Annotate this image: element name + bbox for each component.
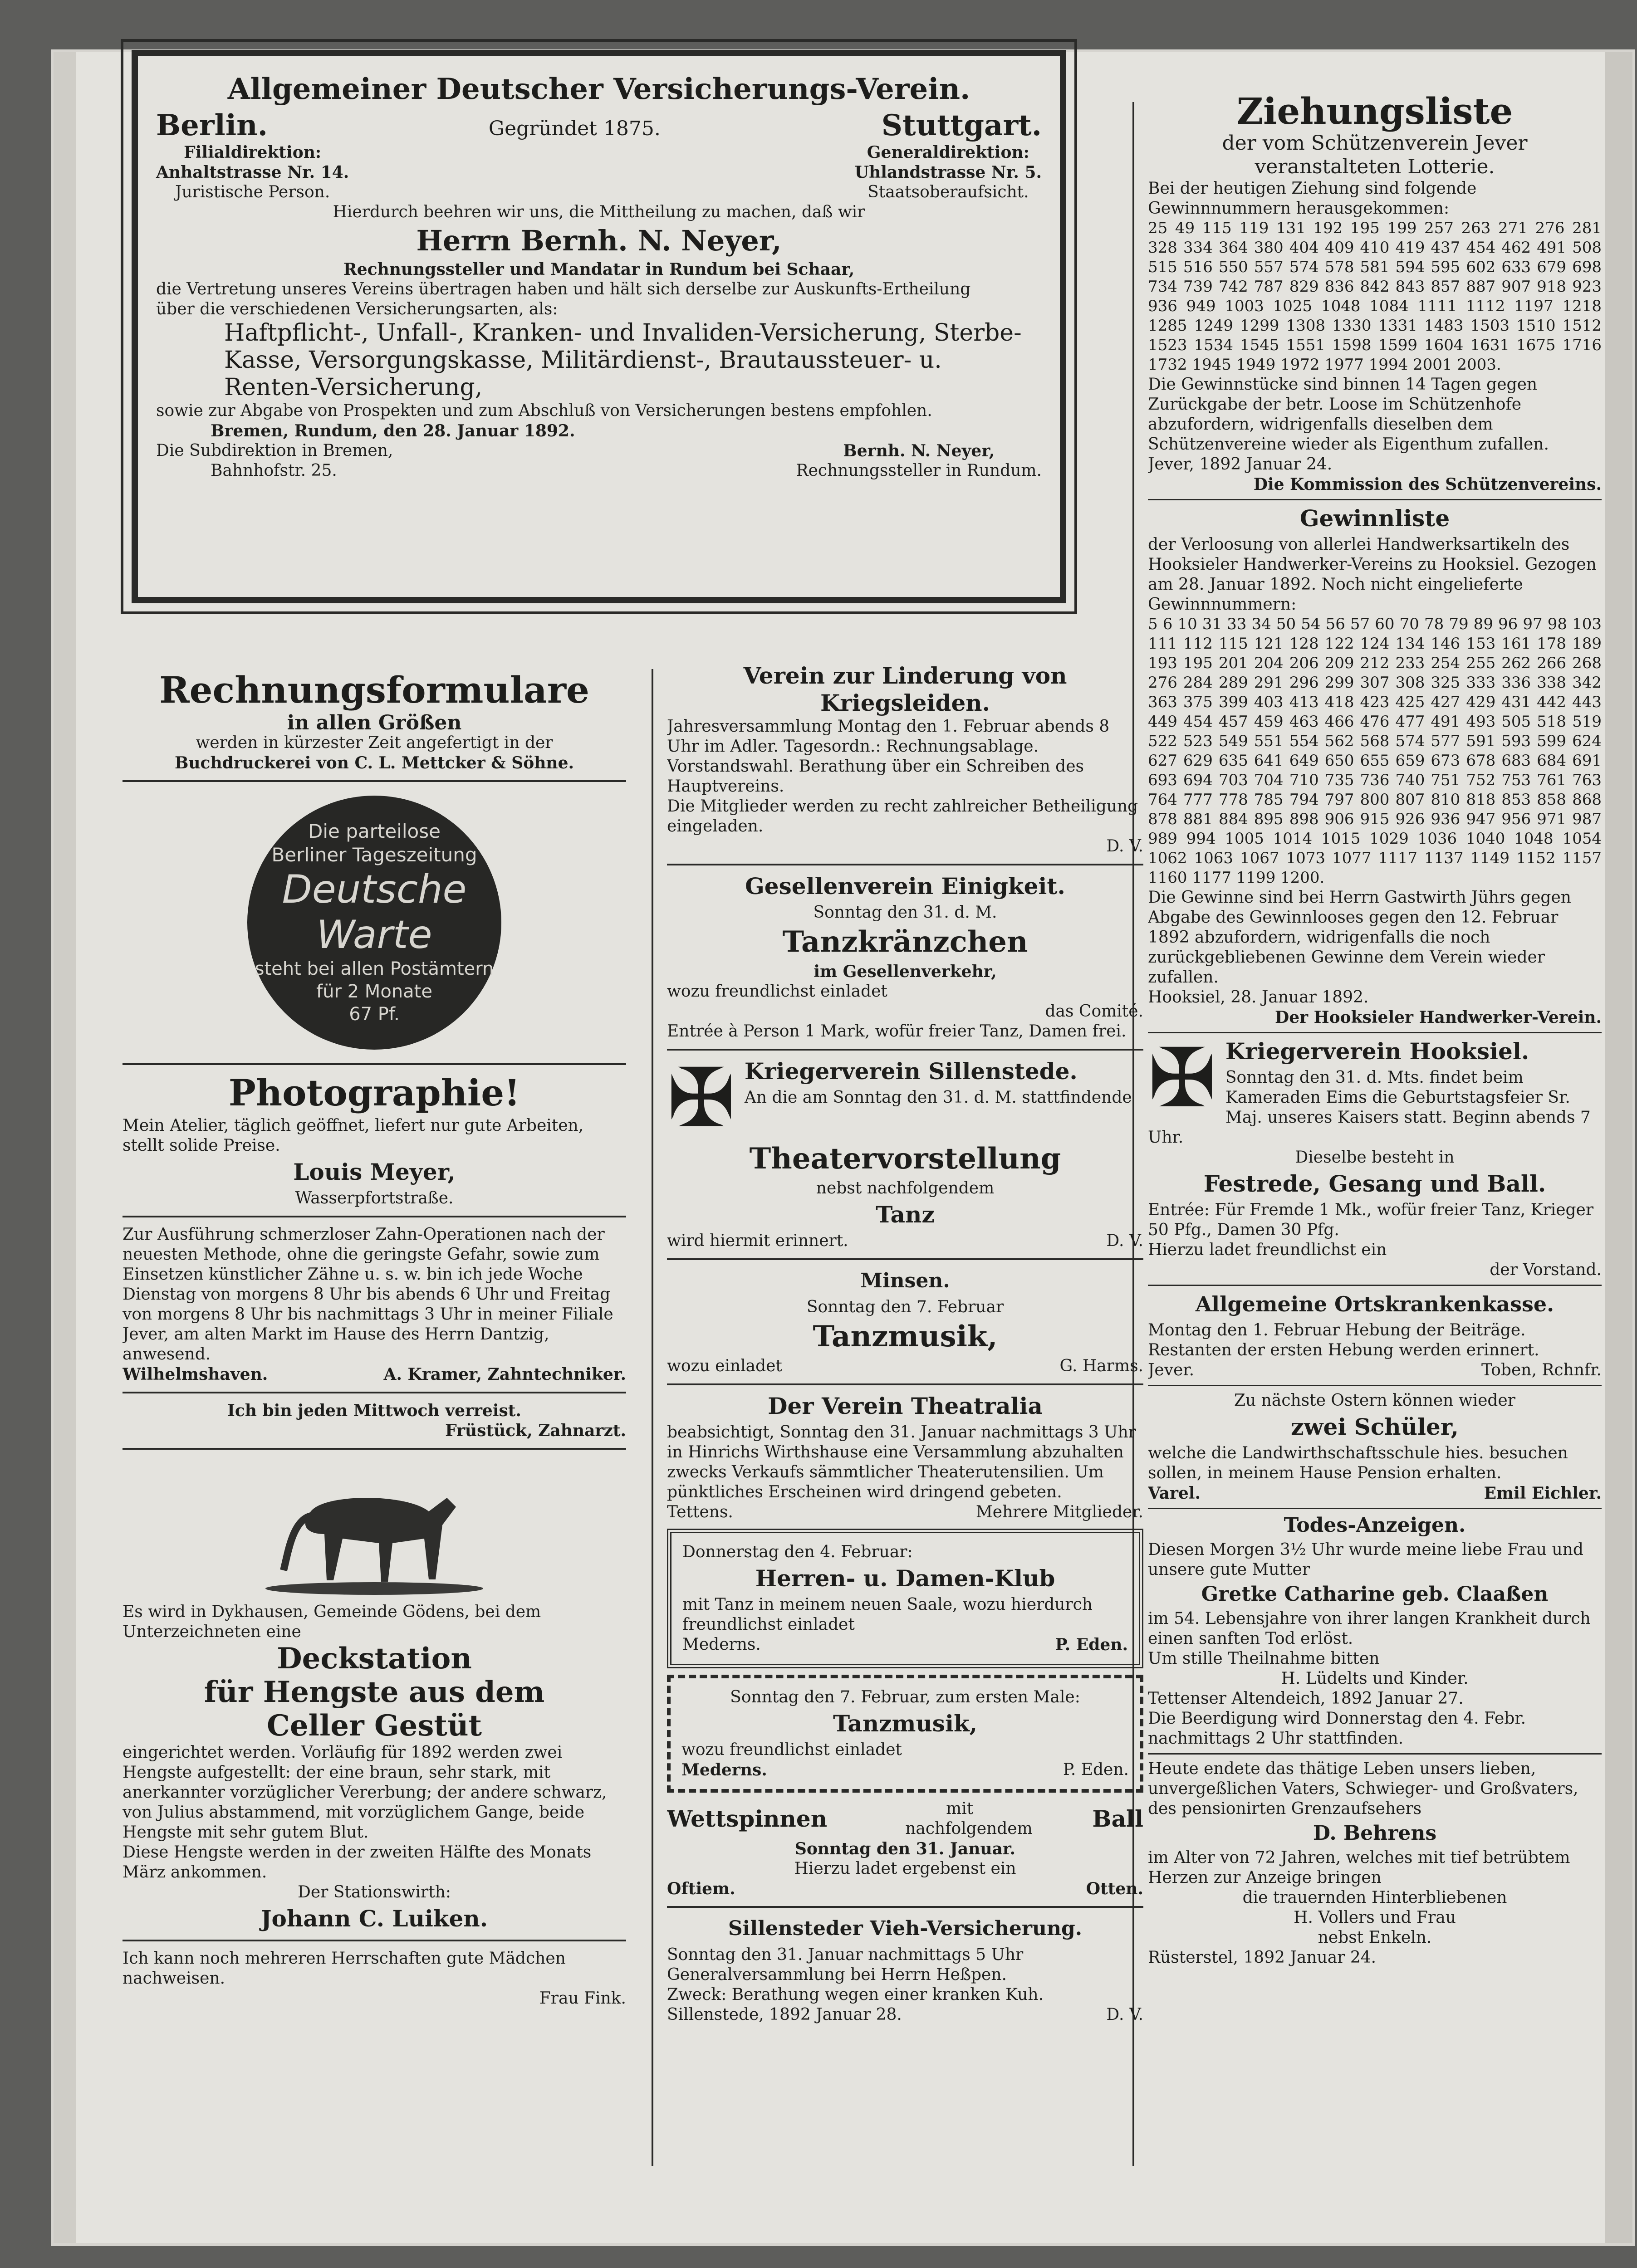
tm-sign: P. Eden. (1063, 1760, 1129, 1779)
mi-sign: G. Harms. (1059, 1357, 1143, 1375)
banner-city-right: Stuttgart. (881, 108, 1042, 142)
ge-event: Tanzkränzchen (782, 925, 1028, 959)
gl-intro: der Verloosung von allerlei Handwerksartikeln des Hooksieler Handwerker-Vereins zu Hooksiel. Gezogen am 28. Januar 1892. Noch nicht eingelieferte Gewinnnummern: (1148, 535, 1597, 614)
seal-line-1: Die parteilose (308, 820, 441, 842)
ds-role: Der Stationswirth: (297, 1883, 451, 1901)
ta2-name: D. Behrens (1313, 1822, 1437, 1845)
horse-illustration (123, 1457, 626, 1602)
banner-title: Allgemeiner Deutscher Versicherungs-Verein. (227, 72, 970, 106)
rf-sub: in allen Größen (287, 711, 462, 734)
banner-sub-addr: Bahnhofstr. 25. (211, 461, 337, 480)
banner-right-type: Staatsoberaufsicht. (868, 183, 1029, 201)
ds-text-2: Diese Hengste werden in der zweiten Hälfte des Monats März ankommen. (123, 1843, 592, 1882)
iron-cross-icon: ✠ (667, 1051, 735, 1146)
zl-place: Jever, 1892 Januar 24. (1148, 455, 1333, 474)
th-text: beabsichtigt, Sonntag den 31. Januar nachmittags 3 Uhr in Hinrichs Wirthshause eine Versammlung abzuhalten zwecks Verkaufs sämmtlicher Theaterutensilien. Um pünktliches Erscheinen wird dringend gebeten. (667, 1423, 1136, 1501)
gl-sign: Der Hooksieler Handwerker-Verein. (1275, 1008, 1602, 1027)
ge-date: Sonntag den 31. d. M. (813, 903, 997, 922)
ta2-text-2: im Alter von 72 Jahren, welches mit tief betrübtem Herzen zur Anzeige bringen (1148, 1848, 1570, 1887)
ks-tanz: Tanz (876, 1201, 935, 1228)
banner-founded: Gegründet 1875. (488, 117, 661, 140)
ta1-text-2: im 54. Lebensjahre von ihrer langen Krankheit durch einen sanften Tod erlöst. (1148, 1609, 1591, 1648)
ks-event: Theatervorstellung (749, 1142, 1061, 1176)
hd-place: Mederns. (682, 1635, 761, 1654)
deutsche-warte-seal (247, 796, 501, 1050)
banner-name: Herrn Bernh. N. Neyer, (416, 224, 782, 257)
ks-sign: D. V. (1106, 1232, 1143, 1250)
banner-sub: Die Subdirektion in Bremen, (156, 441, 393, 460)
banner-line1: die Vertretung unseres Vereins übertragen haben und hält sich derselbe zur Auskunfts-Ertheilung (156, 280, 971, 298)
ks-sub: nebst nachfolgendem (816, 1179, 995, 1198)
ok-title: Allgemeine Ortskrankenkasse. (1195, 1292, 1554, 1316)
ws-date: Sonntag den 31. Januar. (794, 1839, 1016, 1858)
tm-event: Tanzmusik, (833, 1710, 978, 1737)
ta2-text: Heute endete das thätige Leben unsers lieben, unvergeßlichen Vaters, Schwieger- und Großvaters, des pensionirten Grenzaufsehers (1148, 1760, 1578, 1818)
banner-left-type: Juristische Person. (175, 183, 330, 201)
banner-left-head: Filialdirektion: (184, 143, 322, 162)
kh-sign: der Vorstand. (1490, 1261, 1602, 1279)
hd-box (667, 1529, 1143, 1668)
hd-date: Donnerstag den 4. Februar: (682, 1543, 913, 1561)
ta2-sign-1: die trauernden Hinterbliebenen (1242, 1888, 1507, 1907)
banner-line2: über die verschiedenen Versicherungsarten, als: (156, 300, 558, 318)
page-edge (1605, 52, 1632, 2243)
ab-text: Ich bin jeden Mittwoch verreist. (227, 1401, 521, 1420)
tm-inv: wozu freundlichst einladet (681, 1740, 902, 1759)
horse-icon (256, 1461, 492, 1598)
ge-inv: wozu freundlichst einladet (667, 982, 887, 1001)
vl-title-2: Kriegsleiden. (820, 689, 990, 716)
mi-date: Sonntag den 7. Februar (806, 1298, 1004, 1316)
zl-numbers: 25 49 115 119 131 192 195 199 257 263 271 276 281 328 334 364 380 404 409 410 419 437 454 462 491 508 515 516 550 557 574 578 581 594 595 602 633 679 698 734 739 742 787 829 836 842 843 857 887 907 918 923 936 949 1003 1025 1048 1084 1111 1112 1197 1218 1285 1249 1299 1308 1330 1331 1483 1503 1510 1512 1523 1534 1545 1551 1598 1599 1604 1631 1675 1716 1732 1945 1949 1972 1977 1994 2001 2003. (1148, 219, 1602, 374)
zk-sign: A. Kramer, Zahntechniker. (383, 1365, 626, 1384)
ge-sub: im Gesellenverkehr, (814, 962, 997, 981)
kh-text: Sonntag den 31. d. Mts. findet beim Kameraden Eims die Geburtstagsfeier Sr. Maj. unseres Kaisers statt. Beginn abends 7 Uhr. (1148, 1068, 1591, 1147)
ok-sign: Toben, Rchnfr. (1481, 1361, 1602, 1379)
ta2-place: Rüsterstel, 1892 Januar 24. (1148, 1948, 1377, 1967)
zs-intro: Zu nächste Ostern können wieder (1234, 1391, 1515, 1410)
md-text: Ich kann noch mehreren Herrschaften gute Mädchen nachweisen. (123, 1949, 566, 1988)
ta2-sign-2: H. Vollers und Frau (1294, 1908, 1456, 1927)
gl-text: Die Gewinne sind bei Herrn Gastwirth Jührs gegen Abgabe des Gewinnlooses gegen den 12. Februar 1892 abzufordern, widrigenfalls die noch zurückgebliebenen Gewinne dem Verein wieder zufallen. (1148, 888, 1571, 987)
ws-place: Oftiem. (667, 1879, 735, 1898)
mi-inv: wozu einladet (667, 1357, 782, 1375)
ks-rem: wird hiermit erinnert. (667, 1232, 848, 1250)
banner-sign: Bernh. N. Neyer, (843, 441, 995, 460)
gl-place: Hooksiel, 28. Januar 1892. (1148, 988, 1369, 1007)
zl-sub-1: der vom Schützenverein Jever (1222, 132, 1528, 155)
vl-text-2: Die Mitglieder werden zu recht zahlreicher Betheiligung eingeladen. (667, 797, 1138, 836)
column-middle (667, 662, 1143, 2159)
ge-price: Entrée à Person 1 Mark, wofür freier Tanz, Damen frei. (667, 1022, 1127, 1041)
column-left (123, 667, 626, 2268)
ge-sign: das Comité. (1045, 1002, 1143, 1021)
kh-block (1148, 1031, 1602, 1148)
zl-title: Ziehungsliste (1236, 91, 1513, 132)
kh-inv: Hierzu ladet freundlichst ein (1148, 1241, 1387, 1259)
ds-text: eingerichtet werden. Vorläufig für 1892 werden zwei Hengste aufgestellt: der eine braun, sehr stark, mit anerkannter vorzüglicher Vererbung; der andere schwarz, von Julius abstammend, mit vorzüglichem Gange, beide Hengste mit sehr gutem Blut. (123, 1743, 607, 1842)
ph-name: Louis Meyer, (293, 1158, 456, 1185)
banner-left-office (156, 142, 349, 202)
zl-sub-2: veranstalteten Lotterie. (1255, 155, 1495, 178)
banner-right-office (855, 142, 1042, 202)
zk-place: Wilhelmshaven. (123, 1365, 268, 1384)
ta1-text: Diesen Morgen 3½ Uhr wurde meine liebe Frau und unsere gute Mutter (1148, 1540, 1583, 1579)
ta1-ask: Um stille Theilnahme bitten (1148, 1649, 1380, 1668)
rf-line: werden in kürzester Zeit angefertigt in der (196, 733, 553, 752)
ph-addr: Wasserpfortstraße. (295, 1189, 454, 1207)
vv-text: Sonntag den 31. Januar nachmittags 5 Uhr Generalversammlung bei Herrn Heßpen. (667, 1945, 1024, 1984)
banner-types: Haftpflicht-, Unfall-, Kranken- und Invaliden-Versicherung, Sterbe-Kasse, Versorgungskasse, Militärdienst-, Brautaussteuer- u. Renten-Versicherung, (224, 319, 1022, 401)
zl-text: Die Gewinnstücke sind binnen 14 Tagen gegen Zurückgabe der betr. Loose im Schützenhofe abzufordern, widrigenfalls dieselben dem Schützenvereine wieder als Eigenthum zufallen. (1148, 375, 1549, 454)
vl-title-1: Verein zur Linderung von (743, 662, 1067, 689)
zs-sign: Emil Eichler. (1484, 1484, 1602, 1503)
hd-sign: P. Eden. (1055, 1635, 1128, 1654)
iron-cross-icon: ✠ (1148, 1031, 1216, 1126)
banner-sign-role: Rechnungssteller in Rundum. (796, 461, 1042, 480)
kh-text-2: Dieselbe besteht in (1295, 1148, 1455, 1167)
ds-name: Johann C. Luiken. (260, 1905, 488, 1932)
ok-place: Jever. (1148, 1361, 1195, 1379)
ks-title: Kriegerverein Sillenstede. (744, 1058, 1078, 1085)
zk-text: Zur Ausführung schmerzloser Zahn-Operationen nach der neuesten Methode, ohne die geringste Gefahr, sowie zum Einsetzen künstlicher Zähne u. s. w. bin ich jede Woche Dienstag von morgens 8 Uhr bis abends 6 Uhr und Freitag von morgens 8 Uhr bis nachmittags 3 Uhr in meiner Filiale Jever, am alten Markt im Hause des Herrn Dantzig, anwesend. (123, 1225, 613, 1364)
md-sign: Frau Fink. (539, 1989, 626, 2008)
hd-event: Herren- u. Damen-Klub (755, 1565, 1055, 1592)
zs-place: Varel. (1148, 1484, 1201, 1503)
ws-inv: Hierzu ladet ergebenst ein (794, 1859, 1016, 1878)
vl-sign: D. V. (1106, 837, 1143, 855)
banner-line3: sowie zur Abgabe von Prospekten und zum Abschluß von Versicherungen bestens empfohlen. (156, 401, 932, 420)
mi-event: Tanzmusik, (813, 1320, 998, 1354)
seal-line-2: Berliner Tageszeitung (271, 844, 477, 866)
zs-title: zwei Schüler, (1291, 1413, 1459, 1440)
kh-event: Festrede, Gesang und Ball. (1203, 1170, 1546, 1197)
th-sign: Mehrere Mitglieder. (975, 1503, 1143, 1521)
rf-print: Buchdruckerei von C. L. Mettcker & Söhne. (174, 753, 574, 772)
vv-title: Sillensteder Vieh-Versicherung. (728, 1917, 1083, 1940)
tm-date: Sonntag den 7. Februar, zum ersten Male: (730, 1688, 1080, 1706)
mi-title: Minsen. (860, 1269, 950, 1292)
seal-line-4: steht bei allen Postämtern (255, 958, 494, 979)
seal-price: 67 Pf. (349, 1004, 400, 1025)
ks-text: An die am Sonntag den 31. d. M. stattfindende (744, 1088, 1132, 1107)
ta1-place: Tettenser Altendeich, 1892 Januar 27. (1148, 1689, 1464, 1708)
banner-place: Bremen, Rundum, den 28. Januar 1892. (211, 421, 575, 440)
zs-text: welche die Landwirthschaftsschule hies. besuchen sollen, in meinem Hause Pension erhalten. (1148, 1444, 1568, 1482)
th-place: Tettens. (667, 1503, 733, 1521)
banner-left-addr: Anhaltstrasse Nr. 14. (156, 163, 349, 182)
zl-sign: Die Kommission des Schützenvereins. (1253, 475, 1602, 494)
ph-text: Mein Atelier, täglich geöffnet, liefert nur gute Arbeiten, stellt solide Preise. (123, 1116, 584, 1155)
kh-price: Entrée: Für Fremde 1 Mk., wofür freier Tanz, Krieger 50 Pfg., Damen 30 Pfg. (1148, 1201, 1594, 1239)
ws-mid: mit nachfolgendem (905, 1799, 1033, 1838)
ab-sign: Früstück, Zahnarzt. (445, 1421, 626, 1440)
vv-sign: D. V. (1106, 2005, 1143, 2024)
rf-title: Rechnungsformulare (159, 669, 589, 711)
ta2-sign-3: nebst Enkeln. (1318, 1928, 1432, 1947)
ta1-name: Gretke Catharine geb. Claaßen (1201, 1583, 1549, 1606)
ta-title: Todes-Anzeigen. (1284, 1514, 1466, 1537)
vv-text-2: Zweck: Berathung wegen einer kranken Kuh. (667, 1985, 1044, 2004)
ds-title-2: für Hengste aus dem (204, 1675, 545, 1709)
banner-right-head: Generaldirektion: (867, 143, 1029, 162)
column-rule (652, 669, 653, 2166)
seal-line-5: für 2 Monate (316, 981, 432, 1002)
ws-title-2: Ball (1092, 1805, 1143, 1832)
ds-title-3: Celler Gestüt (266, 1709, 482, 1743)
gl-numbers: 5 6 10 31 33 34 50 54 56 57 60 70 78 79 89 96 97 98 103 111 112 115 121 128 122 124 134 146 153 161 178 189 193 195 201 204 206 209 212 233 254 255 262 266 268 276 284 289 291 296 299 307 308 325 333 336 338 342 363 375 399 403 413 418 423 425 427 429 431 442 443 449 454 457 459 463 466 476 477 491 493 505 518 519 522 523 549 551 554 562 568 574 577 591 593 599 624 627 629 635 641 649 650 655 659 673 678 683 684 691 693 694 703 704 710 735 736 740 751 752 753 761 763 764 777 778 785 794 797 800 807 810 818 853 858 868 878 881 884 895 898 906 915 926 936 947 956 971 987 989 994 1005 1014 1015 1029 1036 1040 1048 1054 1062 1063 1067 1073 1077 1117 1137 1149 1152 1157 1160 1177 1199 1200. (1148, 615, 1602, 887)
kh-title: Kriegerverein Hooksiel. (1225, 1038, 1529, 1065)
gl-title: Gewinnliste (1299, 505, 1450, 532)
ph-title: Photographie! (228, 1071, 520, 1114)
ok-text: Montag den 1. Februar Hebung der Beiträge. Restanten der ersten Hebung werden erinnert. (1148, 1321, 1539, 1359)
banner-intro: Hierdurch beehren wir uns, die Mittheilung zu machen, daß wir (333, 203, 865, 221)
seal-title: Deutsche Warte (282, 867, 467, 958)
banner-city-left: Berlin. (156, 108, 268, 142)
ws-title-1: Wettspinnen (667, 1805, 828, 1832)
hd-text: mit Tanz in meinem neuen Saale, wozu hierdurch freundlichst einladet (682, 1595, 1093, 1634)
ta1-sign: H. Lüdelts und Kinder. (1281, 1669, 1469, 1688)
vl-text: Jahresversammlung Montag den 1. Februar abends 8 Uhr im Adler. Tagesordn.: Rechnungsablage. Vorstandswahl. Berathung über ein Schreiben des Hauptvereins. (667, 717, 1110, 796)
banner-right-addr: Uhlandstrasse Nr. 5. (854, 163, 1042, 182)
vv-place: Sillenstede, 1892 Januar 28. (667, 2005, 902, 2024)
column-right (1148, 91, 1602, 2200)
ds-intro: Es wird in Dykhausen, Gemeinde Gödens, bei dem Unterzeichneten eine (123, 1603, 541, 1641)
banner-role: Rechnungssteller und Mandatar in Rundum bei Schaar, (343, 260, 855, 279)
tm-place: Mederns. (681, 1760, 767, 1779)
ds-title-1: Deckstation (277, 1642, 472, 1676)
tm-box (667, 1675, 1143, 1793)
ta1-burial: Die Beerdigung wird Donnerstag den 4. Febr. nachmittags 2 Uhr stattfinden. (1148, 1709, 1526, 1748)
ws-sign: Otten. (1086, 1879, 1143, 1898)
th-title: Der Verein Theatralia (768, 1393, 1043, 1419)
ge-title: Gesellenverein Einigkeit. (745, 873, 1065, 899)
zl-intro: Bei der heutigen Ziehung sind folgende Gewinnnummern herausgekommen: (1148, 179, 1477, 218)
ks-block (667, 1051, 1143, 1146)
insurance-banner-ad (132, 50, 1066, 603)
